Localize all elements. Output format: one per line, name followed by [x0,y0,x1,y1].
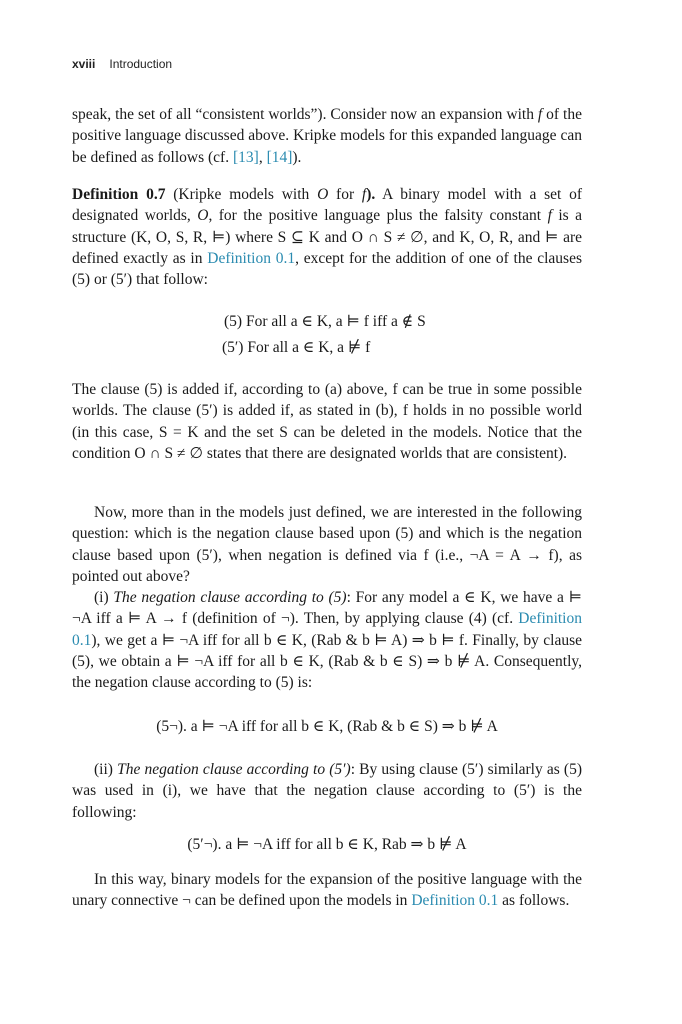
paragraph-conclusion: In this way, binary models for the expansion of the positive language with the unary connective ¬ can be defined upon the models in Definition 0.1 as follows. [72,871,582,910]
case-ii: (ii) The negation clause according to (5′): By using clause (5′) similarly as (5) was used in (i), we have that the negation clause according to (5′) is the following: [72,761,583,821]
definition-0-7: Definition 0.7 (Kripke models with O for f). A binary model with a set of designated worlds, O, for the positive language plus the falsity constant f is a structure (K, O, S, R, ⊨) where S ⊆ K and O ∩ S ≠ ∅, and K, O, R, and ⊨ are defined exactly as in Definition 0.1, except for the addition of one of the clauses (5) or (5′) that follow: [72,186,582,289]
paragraph-question: Now, more than in the models just defined, we are interested in the following question: which is the negation clause based upon (5) and which is the negation clause based upon (5′), when negation is defined via f (i.e., ¬A = A → f), as pointed out above? (i) The negation clause according to (5): For any model a ∈ K, we have a ⊨ ¬A iff a ⊨ A → f (definition of ¬). Then, by applying clause (4) (cf. Definition 0.1), we get a ⊨ ¬A iff for all b ∈ K, (Rab & b ⊨ A) ⇒ b ⊨ f. Finally, by clause (5), we obtain a ⊨ ¬A iff for all b ∈ K, (Rab & b ∈ S) ⇒ b ⊭ A. Consequently, the negation clause according to (5) is: [72,502,582,694]
definition-label: Definition 0.7 [72,186,166,203]
citation-14[interactable]: [14] [266,148,293,166]
citation-13[interactable]: [13] [232,148,259,166]
formula-5-neg: (5¬). a ⊨ ¬A iff for all b ∈ K, (Rab & b ∈ S) ⇒ b ⊭ A [156,718,498,735]
definition-0-1-link[interactable]: Definition 0.1 [207,249,296,267]
running-title: Introduction [109,57,173,71]
clause-block [224,311,584,359]
page-header [72,57,172,71]
paragraph-intro: speak, the set of all “consistent worlds”). Consider now an expansion with f of the positive language discussed above. Kripke models for this expanded language can be defined as follows (cf. [13], [14]). [72,106,582,166]
definition-0-1-link-2[interactable]: Definition 0.1 [72,610,582,649]
formula-5-prime-neg: (5′¬). a ⊨ ¬A iff for all b ∈ K, Rab ⇒ b ⊭ A [187,836,467,853]
paragraph-clauses-explained: The clause (5) is added if, according to (a) above, f can be true in some possible worlds. The clause (5′) is added if, as stated in (b), f holds in no possible world (in this case, S = K and the set S can be deleted in the models. Notice that the condition O ∩ S ≠ ∅ states that there are designated worlds that are consistent). [72,381,582,462]
page-number: xviii [72,57,96,71]
clause-5: (5) For all a ∈ K, a ⊨ f iff a ∉ S [224,313,426,330]
case-i: (i) The negation clause according to (5): For any model a ∈ K, we have a ⊨ ¬A iff a ⊨ A → f (definition of ¬). Then, by applying clause (4) (cf. Definition 0.1), we get a ⊨ ¬A iff for all b ∈ K, (Rab & b ⊨ A) ⇒ b ⊨ f. Finally, by clause (5), we obtain a ⊨ ¬A iff for all b ∈ K, (Rab & b ∈ S) ⇒ b ⊭ A. Consequently, the negation clause according to (5) is: [72,589,582,692]
definition-0-1-link-3[interactable]: Definition 0.1 [411,892,499,910]
clause-5-prime: (5′) For all a ∈ K, a ⊭ f [222,339,371,357]
